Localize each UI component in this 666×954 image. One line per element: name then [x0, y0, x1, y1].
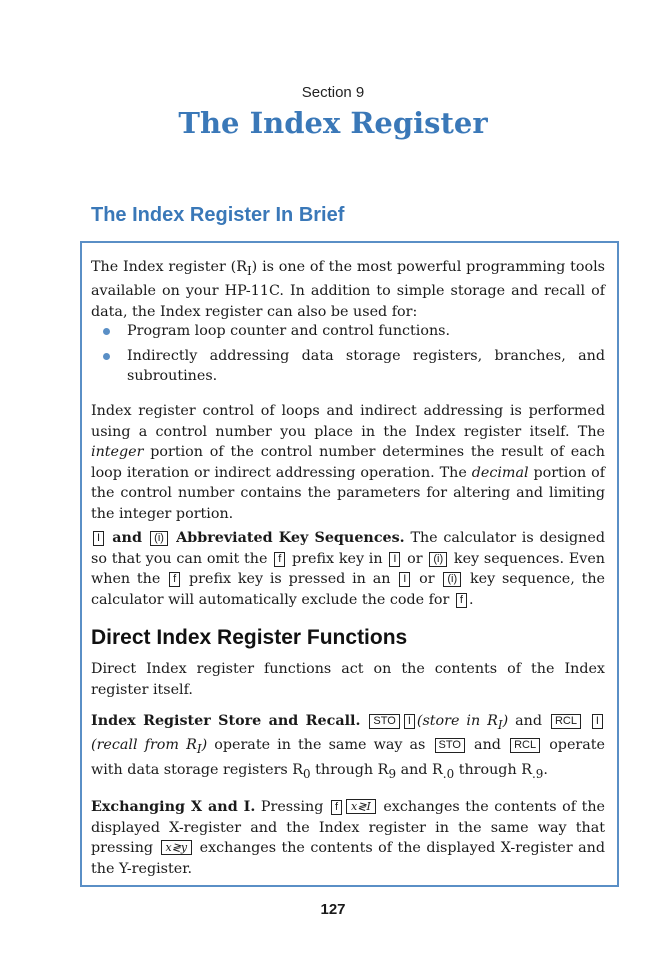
- key-f: f: [169, 572, 180, 587]
- key-x-exchange-y: x≷y: [161, 840, 193, 855]
- brief-intro-paragraph: The Index register $(R_I)$ is one of the most powerful programming tools available on your HP-11C. In addition to simple storage and recall of data, the Index register can also be used for:: [91, 259, 605, 321]
- direct-functions-intro: Direct Index register functions act on the contents of the Index register itself.: [91, 661, 605, 698]
- key-i: I: [389, 552, 400, 567]
- bullet-dot-icon: [103, 353, 110, 360]
- key-rcl: RCL: [551, 714, 581, 729]
- frame-right-rule: [617, 241, 619, 887]
- key-i: I: [592, 714, 603, 729]
- abbreviated-keys-paragraph: I and (i) Abbreviated Key Sequences. The calculator is designed so that you can omit the f prefix key in I or (i) key sequences. Even when the f prefix key is pressed in an I or (i) key sequence, the calculator will automatically exclude the code for f .: [91, 530, 606, 608]
- key-f: f: [331, 800, 342, 815]
- key-f: f: [274, 552, 285, 567]
- key-paren-i: (i): [150, 531, 168, 546]
- key-i: I: [404, 714, 415, 729]
- key-paren-i: (i): [443, 572, 461, 587]
- brief-heading: The Index Register In Brief: [91, 204, 345, 226]
- frame-top-rule: [80, 241, 619, 243]
- section-label: Section 9: [301, 84, 365, 101]
- bullet-item: Indirectly addressing data storage registers, branches, and subroutines.: [91, 346, 605, 387]
- key-i: I: [399, 572, 410, 587]
- key-rcl: RCL: [510, 738, 540, 753]
- exchange-paragraph: Exchanging X and I. Pressing f x≷I exchanges the contents of the displayed X-register and the Index register in the same way that pressing x≷y exchanges the contents of the displayed X-register and the Y-register.: [91, 799, 605, 877]
- bullet-item: Program loop counter and control functions.: [91, 321, 605, 342]
- key-i: I: [93, 531, 104, 546]
- chapter-title: The Index Register: [178, 106, 488, 140]
- store-recall-paragraph: Index Register Store and Recall. STO I (store in $R_I$) and RCL I (recall from $R_I$) operate in the same way as STO and RCL operate with data storage registers $R_0$ through $R_9$ and $R_{.0}$ through $R_{.9}$.: [91, 713, 605, 781]
- key-x-exchange-i: x≷I: [346, 799, 376, 814]
- key-sto: STO: [435, 738, 465, 753]
- brief-bullet-list: [91, 321, 605, 391]
- key-f: f: [456, 593, 467, 608]
- page-number: 127: [320, 901, 346, 918]
- frame-bottom-rule: [80, 885, 619, 887]
- direct-functions-heading: Direct Index Register Functions: [91, 626, 408, 649]
- key-paren-i: (i): [429, 552, 447, 567]
- control-number-paragraph: Index register control of loops and indirect addressing is performed using a control number you place in the Index register itself. The integer portion of the control number determines the result of each loop iteration or indirect addressing operation. The decimal portion of the control number contains the parameters for altering and limiting the integer portion.: [91, 403, 605, 522]
- frame-left-rule: [80, 241, 82, 887]
- key-sto: STO: [369, 714, 399, 729]
- bullet-dot-icon: [103, 328, 110, 335]
